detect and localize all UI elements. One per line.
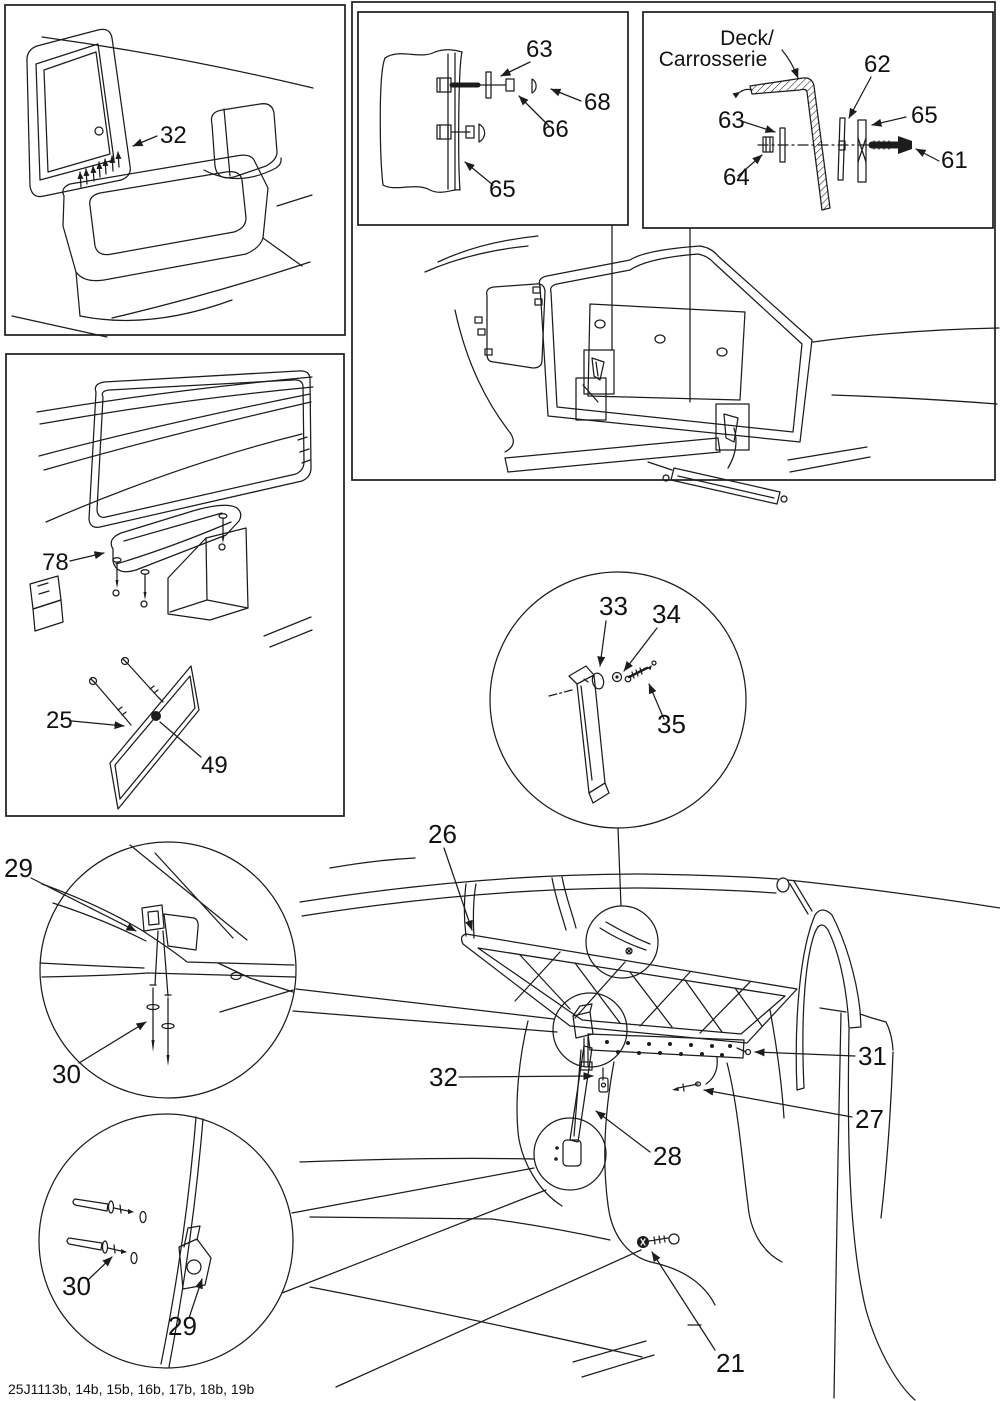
- callout-28: 28: [653, 1141, 682, 1171]
- callout-29-top: 29: [4, 853, 33, 883]
- lid-overview-art: [425, 225, 999, 504]
- callout-65-right: 65: [911, 102, 938, 129]
- main-art: [282, 848, 1000, 1400]
- hinge-magnifier-top-art: [31, 845, 295, 1066]
- callout-31: 31: [858, 1041, 887, 1071]
- callout-25: 25: [46, 707, 73, 734]
- callout-49: 49: [201, 752, 228, 779]
- armrest-panel-art: [30, 371, 313, 809]
- callout-62: 62: [864, 51, 891, 78]
- callout-63-left: 63: [526, 36, 553, 63]
- deck-label-line2: Carrosserie: [658, 48, 768, 71]
- strap-magnifier-art: [549, 621, 664, 803]
- callout-27: 27: [855, 1104, 884, 1134]
- callout-26: 26: [428, 819, 457, 849]
- inset-armrest-panel: [6, 354, 344, 816]
- callout-30-top: 30: [52, 1059, 81, 1089]
- callout-33: 33: [599, 591, 628, 621]
- callout-29-bottom: 29: [168, 1311, 197, 1341]
- callout-63-right: 63: [718, 107, 745, 134]
- callout-32-main: 32: [429, 1062, 458, 1092]
- callout-64: 64: [723, 164, 750, 191]
- callout-78: 78: [42, 549, 69, 576]
- callout-66: 66: [542, 116, 569, 143]
- inset-glovebox: [5, 5, 345, 337]
- callout-21: 21: [716, 1348, 745, 1378]
- callout-68: 68: [584, 89, 611, 116]
- callout-34: 34: [652, 599, 681, 629]
- callout-35: 35: [657, 709, 686, 739]
- bracket-magnifier-bottom: [39, 1114, 293, 1368]
- deck-label-line1: Deck/: [720, 27, 774, 50]
- fastener-detail-right-art: [738, 50, 939, 210]
- main-diagram: [282, 819, 1000, 1400]
- inset-lid-fasteners: [352, 2, 999, 504]
- callout-65-left: 65: [489, 176, 516, 203]
- callout-61: 61: [941, 147, 968, 174]
- glovebox-art: [12, 29, 313, 337]
- footer-code: 25J1113b, 14b, 15b, 16b, 17b, 18b, 19b: [8, 1381, 255, 1397]
- callout-32-glovebox: 32: [160, 122, 187, 149]
- strap-magnifier: [490, 572, 746, 906]
- callout-30-bottom: 30: [62, 1271, 91, 1301]
- hinge-magnifier-top: [4, 842, 296, 1098]
